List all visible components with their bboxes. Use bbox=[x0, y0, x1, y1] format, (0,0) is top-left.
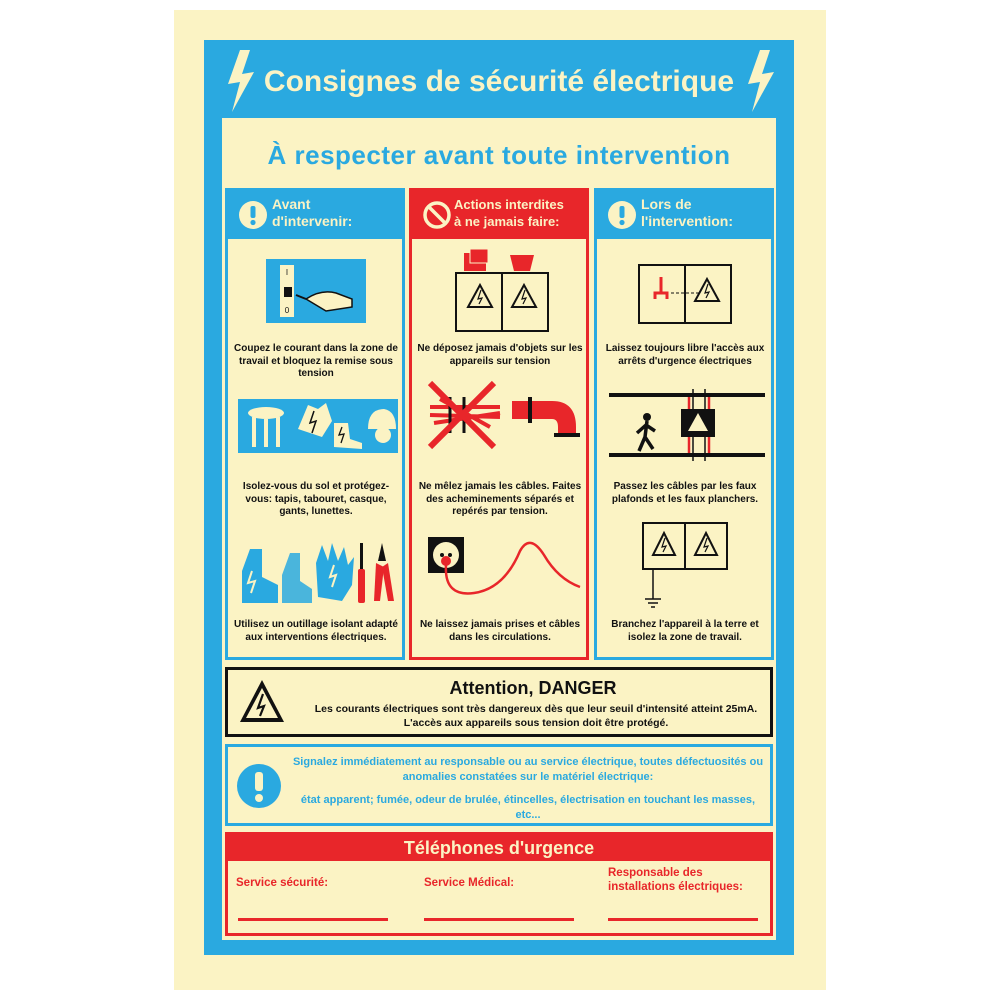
field-service-securite: Service sécurité: bbox=[236, 877, 329, 889]
field-responsable-installations: Responsable des installations électriques: bbox=[608, 867, 743, 893]
danger-warning-box bbox=[225, 667, 773, 737]
switch-off-mark: 0 bbox=[284, 306, 290, 315]
grounded-cabinet-icon bbox=[641, 521, 729, 611]
exclamation-icon bbox=[236, 763, 282, 809]
phone-write-line bbox=[608, 918, 758, 921]
header-line-2: à ne jamais faire: bbox=[454, 214, 560, 229]
lightning-bolt-icon bbox=[746, 50, 776, 112]
column-header bbox=[412, 191, 586, 239]
danger-line-1: Les courants électriques sont très dangereux dès que leur seuil d'intensité atteint 25mA. bbox=[314, 703, 758, 715]
field-service-medical: Service Médical: bbox=[424, 877, 515, 889]
column-forbidden-actions bbox=[409, 188, 589, 660]
objects-on-cabinet-icon bbox=[452, 249, 552, 335]
cable-routing-icon bbox=[609, 387, 765, 463]
column-during-intervention bbox=[594, 188, 774, 660]
instruction-caption: Passez les câbles par les faux plafonds et les faux planchers. bbox=[611, 481, 759, 505]
mixed-cables-icon bbox=[420, 377, 584, 453]
exclamation-icon bbox=[607, 200, 637, 230]
header-line-1: Actions interdites bbox=[454, 197, 564, 212]
header-line-2: l'intervention: bbox=[641, 213, 733, 229]
danger-line-2: L'accès aux appareils sous tension doit être protégé. bbox=[403, 717, 669, 729]
high-voltage-warning-icon bbox=[238, 678, 286, 726]
instruction-caption: Laissez toujours libre l'accès aux arrêts d'urgence électriques bbox=[605, 343, 765, 367]
sign-title: Consignes de sécurité électrique bbox=[263, 65, 735, 98]
header-line-2: d'intervenir: bbox=[272, 213, 353, 229]
phones-header: Téléphones d'urgence bbox=[228, 835, 770, 861]
column-header bbox=[597, 191, 771, 239]
notice-text: Signalez immédiatement au responsable ou au service électrique, toutes défectuosités ou anomalies constatées sur le matériel électrique: bbox=[292, 756, 764, 783]
insulated-tools-icon bbox=[238, 541, 398, 607]
instruction-caption: Ne mêlez jamais les câbles. Faites des acheminements séparés et repérés par tension. bbox=[418, 481, 582, 517]
instruction-caption: Utilisez un outillage isolant adapté aux interventions électriques. bbox=[234, 619, 398, 643]
phone-write-line bbox=[238, 918, 388, 921]
exclamation-icon bbox=[238, 200, 268, 230]
prohibited-icon bbox=[422, 200, 452, 230]
instruction-caption: Ne déposez jamais d'objets sur les appareils sur tension bbox=[417, 343, 583, 367]
notice-detail: état apparent; fumée, odeur de brulée, étincelles, électrisation en touchant les masses, etc... bbox=[300, 794, 756, 821]
header-line-1: Avant bbox=[272, 196, 311, 212]
header-line-1: Lors de bbox=[641, 196, 692, 212]
switch-off-icon bbox=[266, 259, 366, 323]
instruction-caption: Coupez le courant dans la zone de travail et bloquez la remise sous tension bbox=[234, 343, 398, 379]
emergency-stop-cabinet-icon bbox=[637, 263, 733, 325]
sign-subtitle: À respecter avant toute intervention bbox=[267, 140, 731, 170]
protective-equipment-icon bbox=[238, 399, 398, 453]
instruction-caption: Branchez l'appareil à la terre et isolez la zone de travail. bbox=[611, 619, 759, 643]
socket-cable-icon bbox=[424, 531, 584, 607]
column-before-intervention bbox=[225, 188, 405, 660]
phone-write-line bbox=[424, 918, 574, 921]
report-notice-box bbox=[225, 744, 773, 826]
column-header bbox=[228, 191, 402, 239]
instruction-caption: Ne laissez jamais prises et câbles dans les circulations. bbox=[419, 619, 581, 643]
danger-title: Attention, DANGER bbox=[449, 678, 617, 698]
switch-on-mark: I bbox=[285, 268, 289, 277]
instruction-caption: Isolez-vous du sol et protégez-vous: tapis, tabouret, casque, gants, lunettes. bbox=[242, 481, 390, 517]
